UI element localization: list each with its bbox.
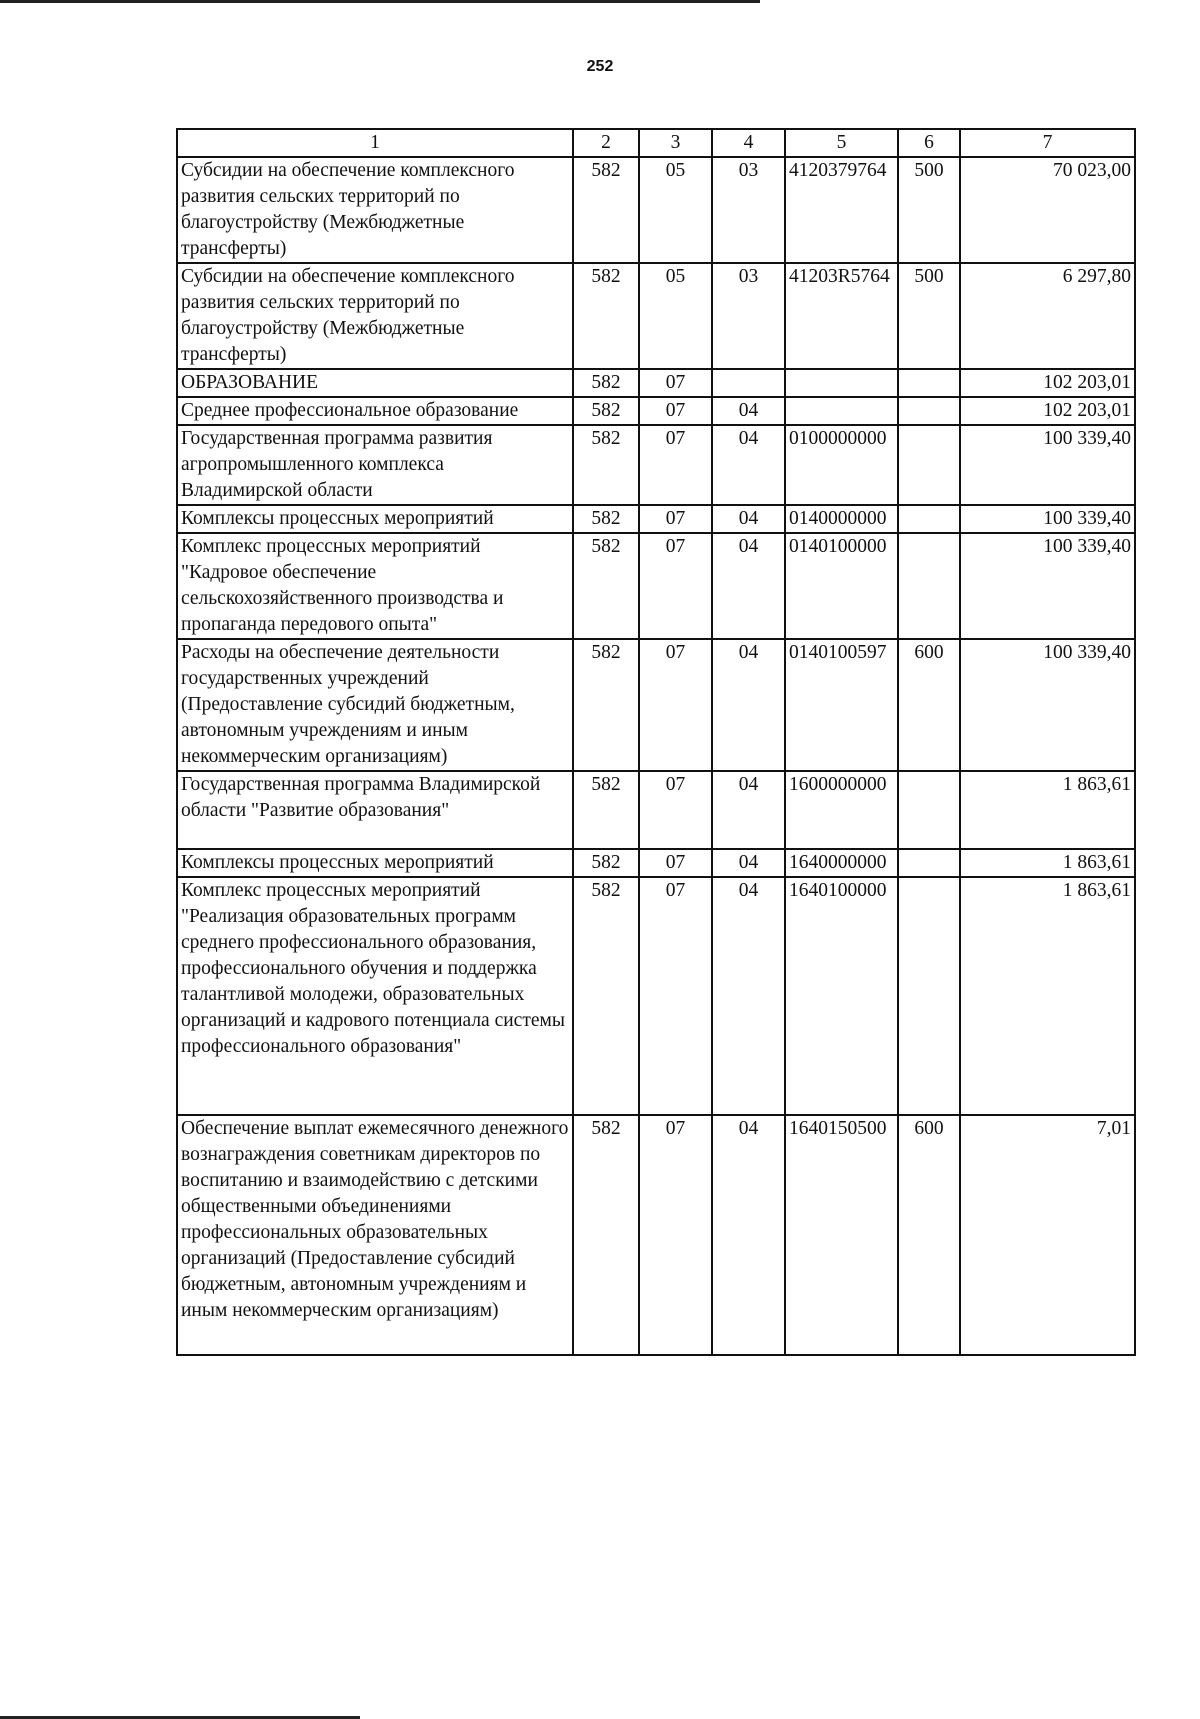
- row-name: Комплекс процессных мероприятий "Реализация образовательных программ среднего профессионального образования, профессионального обучения и поддержка талантливой молодежи, образовательных организаций и кадрового потенциала системы профессионального образования": [177, 877, 573, 1115]
- row-section: 07: [639, 369, 712, 397]
- row-name: Комплекс процессных мероприятий "Кадровое обеспечение сельскохозяйственного производства и пропаганда передового опыта": [177, 533, 573, 639]
- row-target-article: 1600000000: [785, 771, 898, 849]
- row-sum: 1 863,61: [960, 849, 1135, 877]
- page-number: 252: [586, 58, 614, 75]
- row-name: Обеспечение выплат ежемесячного денежного вознаграждения советникам директоров по воспитанию и взаимодействию с детскими общественными объединениями профессиональных образовательных организаций (Предоставление субсидий бюджетным, автономным учреждениям и иным некоммерческим организациям): [177, 1115, 573, 1355]
- row-expense-type: [898, 369, 960, 397]
- row-subsection: 04: [712, 771, 785, 849]
- row-target-article: 4120379764: [785, 157, 898, 263]
- table-row: [177, 877, 1135, 1115]
- table-row: [177, 849, 1135, 877]
- row-gov-code: 582: [573, 425, 639, 505]
- row-subsection: 04: [712, 505, 785, 533]
- row-section: 07: [639, 849, 712, 877]
- row-expense-type: 600: [898, 639, 960, 771]
- table-row: [177, 1115, 1135, 1355]
- row-target-article: [785, 369, 898, 397]
- row-gov-code: 582: [573, 771, 639, 849]
- row-sum: 102 203,01: [960, 369, 1135, 397]
- row-section: 07: [639, 1115, 712, 1355]
- row-gov-code: 582: [573, 157, 639, 263]
- row-expense-type: [898, 505, 960, 533]
- row-expense-type: [898, 849, 960, 877]
- header-cell-1: 1: [177, 129, 573, 157]
- row-subsection: [712, 369, 785, 397]
- row-name: Среднее профессиональное образование: [177, 397, 573, 425]
- row-subsection: 04: [712, 425, 785, 505]
- row-name: Субсидии на обеспечение комплексного развития сельских территорий по благоустройству (Межбюджетные трансферты): [177, 263, 573, 369]
- row-sum: 1 863,61: [960, 771, 1135, 849]
- scan-top-edge: [0, 0, 760, 3]
- row-expense-type: [898, 397, 960, 425]
- row-expense-type: 500: [898, 263, 960, 369]
- budget-table: [176, 128, 1136, 1356]
- row-section: 07: [639, 877, 712, 1115]
- row-name: Комплексы процессных мероприятий: [177, 505, 573, 533]
- row-sum: 7,01: [960, 1115, 1135, 1355]
- table-header-row: [177, 129, 1135, 157]
- row-subsection: 04: [712, 533, 785, 639]
- row-sum: 70 023,00: [960, 157, 1135, 263]
- row-subsection: 03: [712, 157, 785, 263]
- row-name: Государственная программа Владимирской области "Развитие образования": [177, 771, 573, 849]
- table-row: [177, 639, 1135, 771]
- header-cell-4: 4: [712, 129, 785, 157]
- row-sum: 100 339,40: [960, 505, 1135, 533]
- row-section: 07: [639, 397, 712, 425]
- row-expense-type: [898, 425, 960, 505]
- header-cell-5: 5: [785, 129, 898, 157]
- row-subsection: 04: [712, 877, 785, 1115]
- row-gov-code: 582: [573, 369, 639, 397]
- row-gov-code: 582: [573, 1115, 639, 1355]
- row-name: Расходы на обеспечение деятельности государственных учреждений (Предоставление субсидий бюджетным, автономным учреждениям и иным некоммерческим организациям): [177, 639, 573, 771]
- row-sum: 100 339,40: [960, 639, 1135, 771]
- header-cell-7: 7: [960, 129, 1135, 157]
- table-row: [177, 263, 1135, 369]
- row-gov-code: 582: [573, 639, 639, 771]
- table-row: [177, 397, 1135, 425]
- row-subsection: 04: [712, 639, 785, 771]
- row-sum: 1 863,61: [960, 877, 1135, 1115]
- row-target-article: 41203R5764: [785, 263, 898, 369]
- table-row: [177, 771, 1135, 849]
- row-target-article: 1640100000: [785, 877, 898, 1115]
- row-expense-type: 500: [898, 157, 960, 263]
- row-gov-code: 582: [573, 505, 639, 533]
- table-row: [177, 425, 1135, 505]
- row-section: 07: [639, 639, 712, 771]
- row-expense-type: 600: [898, 1115, 960, 1355]
- row-target-article: 0140100597: [785, 639, 898, 771]
- row-subsection: 04: [712, 397, 785, 425]
- row-name: Субсидии на обеспечение комплексного развития сельских территорий по благоустройству (Межбюджетные трансферты): [177, 157, 573, 263]
- row-gov-code: 582: [573, 397, 639, 425]
- row-sum: 100 339,40: [960, 425, 1135, 505]
- row-subsection: 04: [712, 1115, 785, 1355]
- row-target-article: 1640150500: [785, 1115, 898, 1355]
- table-row: [177, 505, 1135, 533]
- header-cell-3: 3: [639, 129, 712, 157]
- row-sum: 100 339,40: [960, 533, 1135, 639]
- header-cell-6: 6: [898, 129, 960, 157]
- row-sum: 6 297,80: [960, 263, 1135, 369]
- row-name: ОБРАЗОВАНИЕ: [177, 369, 573, 397]
- row-section: 07: [639, 505, 712, 533]
- row-section: 07: [639, 425, 712, 505]
- row-expense-type: [898, 771, 960, 849]
- row-target-article: 1640000000: [785, 849, 898, 877]
- row-section: 05: [639, 263, 712, 369]
- row-name: Государственная программа развития агропромышленного комплекса Владимирской области: [177, 425, 573, 505]
- row-gov-code: 582: [573, 263, 639, 369]
- row-expense-type: [898, 533, 960, 639]
- row-name: Комплексы процессных мероприятий: [177, 849, 573, 877]
- table-row: [177, 157, 1135, 263]
- row-target-article: 0140000000: [785, 505, 898, 533]
- row-section: 07: [639, 533, 712, 639]
- table-row: [177, 369, 1135, 397]
- header-cell-2: 2: [573, 129, 639, 157]
- row-subsection: 04: [712, 849, 785, 877]
- row-gov-code: 582: [573, 533, 639, 639]
- table-row: [177, 533, 1135, 639]
- row-section: 05: [639, 157, 712, 263]
- row-target-article: 0100000000: [785, 425, 898, 505]
- row-gov-code: 582: [573, 877, 639, 1115]
- row-sum: 102 203,01: [960, 397, 1135, 425]
- row-target-article: 0140100000: [785, 533, 898, 639]
- row-target-article: [785, 397, 898, 425]
- row-expense-type: [898, 877, 960, 1115]
- row-subsection: 03: [712, 263, 785, 369]
- row-section: 07: [639, 771, 712, 849]
- row-gov-code: 582: [573, 849, 639, 877]
